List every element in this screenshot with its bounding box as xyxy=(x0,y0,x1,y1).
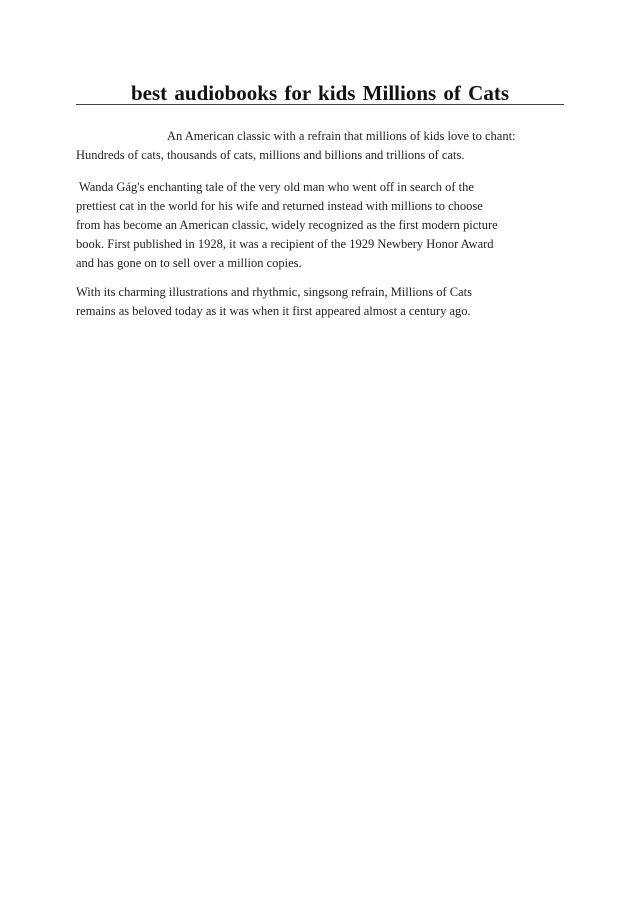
paragraph-closing xyxy=(76,283,566,321)
paragraph-description xyxy=(76,178,566,273)
paragraph-line: With its charming illustrations and rhythmic, singsong refrain, Millions of Cats xyxy=(76,285,472,299)
paragraph-line: book. First published in 1928, it was a recipient of the 1929 Newbery Honor Award xyxy=(76,237,494,251)
paragraph-line: and has gone on to sell over a million copies. xyxy=(76,256,302,270)
paragraph-intro xyxy=(76,127,566,165)
paragraph-line: prettiest cat in the world for his wife and returned instead with millions to choose xyxy=(76,199,483,213)
paragraph-line: Wanda Gág's enchanting tale of the very old man who went off in search of the xyxy=(76,180,474,194)
title-divider xyxy=(76,104,564,105)
paragraph-line: from has become an American classic, widely recognized as the first modern picture xyxy=(76,218,498,232)
paragraph-line: remains as beloved today as it was when it first appeared almost a century ago. xyxy=(76,304,471,318)
paragraph-line: Hundreds of cats, thousands of cats, millions and billions and trillions of cats. xyxy=(76,148,465,162)
document-title: best audiobooks for kids Millions of Cats xyxy=(130,81,510,105)
paragraph-line: An American classic with a refrain that millions of kids love to chant: xyxy=(167,129,516,143)
